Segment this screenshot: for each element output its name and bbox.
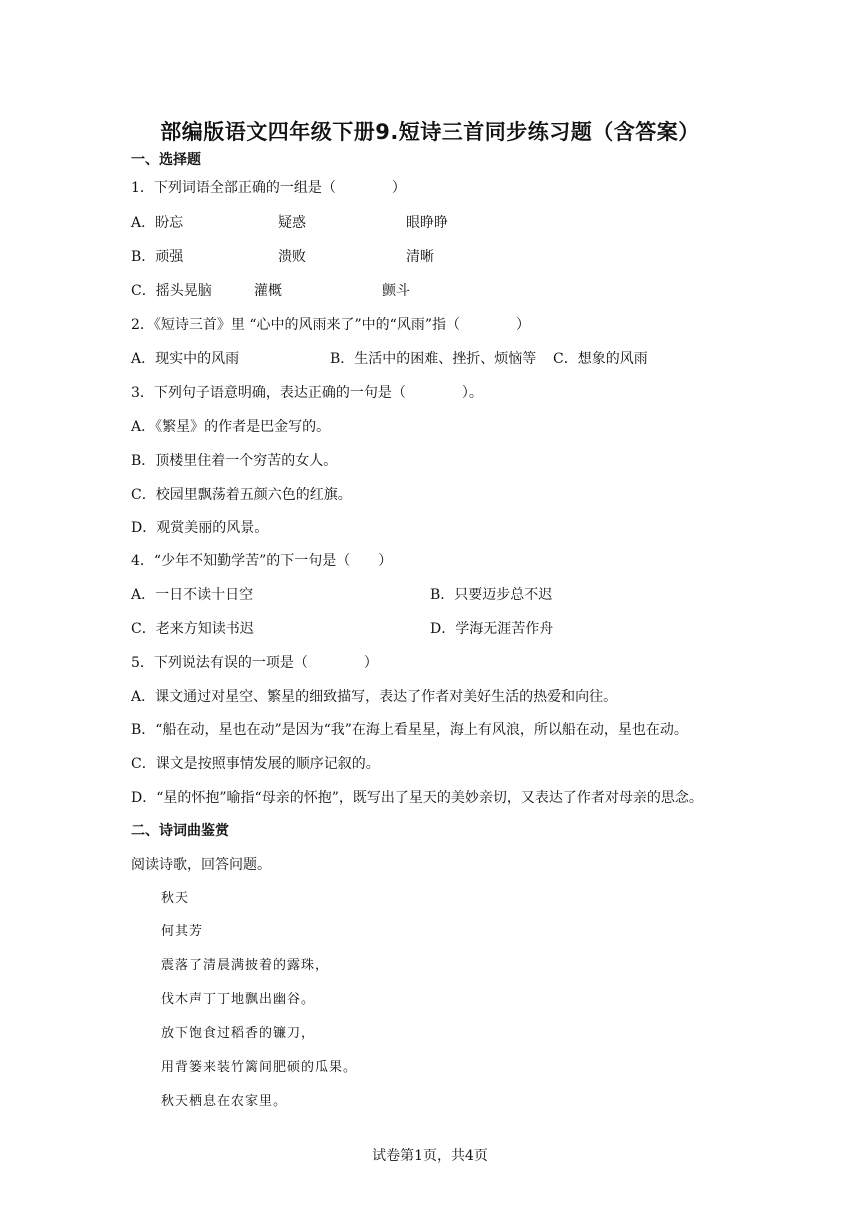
q1-option-b-word1: B．顽强 xyxy=(131,249,184,265)
q1-option-b-word2: 溃败 xyxy=(278,249,306,265)
poem-line: 秋天栖息在农家里。 xyxy=(161,1094,288,1109)
q2-option-b: B．生活中的困难、挫折、烦恼等 xyxy=(330,351,537,367)
poem-author: 何其芳 xyxy=(161,924,204,939)
section-heading-choice: 一、选择题 xyxy=(131,152,201,168)
q1-option-a-word1: A．盼忘 xyxy=(131,215,184,231)
poem-line: 伐木声丁丁地飘出幽谷。 xyxy=(161,992,316,1007)
q4-option-a: A．一日不读十日空 xyxy=(131,587,254,603)
q2-option-c: C．想象的风雨 xyxy=(553,351,648,367)
q1-option-c-word1: C．摇头晃脑 xyxy=(131,283,212,299)
poem-line: 放下饱食过稻香的镰刀， xyxy=(161,1026,316,1041)
q1-option-c-word3: 颤斗 xyxy=(382,283,410,299)
q3-option-d: D．观赏美丽的风景。 xyxy=(131,520,269,536)
poem-title: 秋天 xyxy=(161,891,190,906)
question-1-stem: 1．下列词语全部正确的一组是（ ） xyxy=(131,180,406,196)
page-title: 部编版语文四年级下册9.短诗三首同步练习题（含答案） xyxy=(160,120,700,144)
q2-option-a: A．现实中的风雨 xyxy=(131,351,240,367)
question-5-stem: 5．下列说法有误的一项是（ ） xyxy=(131,655,378,671)
question-2-stem: 2．《短诗三首》里 “心中的风雨来了”中的“风雨”指（ ） xyxy=(131,317,530,333)
q5-option-d: D．“星的怀抱”喻指“母亲的怀抱”，既写出了星天的美妙亲切，又表达了作者对母亲的思念。 xyxy=(131,790,703,806)
q3-option-c: C．校园里飘荡着五颜六色的红旗。 xyxy=(131,487,352,503)
q1-option-c-word2: 灌概 xyxy=(254,283,282,299)
q4-option-d: D．学海无涯苦作舟 xyxy=(430,621,554,637)
page-footer: 试卷第1页，共4页 xyxy=(372,1148,488,1164)
q1-option-a-word2: 疑惑 xyxy=(278,215,306,231)
section-heading-poetry: 二、诗词曲鉴赏 xyxy=(131,823,229,839)
q1-option-a-word3: 眼睁睁 xyxy=(406,215,448,231)
q5-option-c: C．课文是按照事情发展的顺序记叙的。 xyxy=(131,756,380,772)
q3-option-a: A．《繁星》的作者是巴金写的。 xyxy=(131,419,331,435)
poem-line: 震落了清晨满披着的露珠， xyxy=(161,958,330,973)
reading-instruction: 阅读诗歌，回答问题。 xyxy=(131,857,271,873)
question-3-stem: 3．下列句子语意明确，表达正确的一句是（ ）。 xyxy=(131,385,483,401)
q4-option-c: C．老来方知读书迟 xyxy=(131,621,254,637)
question-4-stem: 4．“少年不知勤学苦”的下一句是（ ） xyxy=(131,553,393,569)
q5-option-b: B．“船在动，星也在动”是因为“我”在海上看星星，海上有风浪，所以船在动，星也在动。 xyxy=(131,722,688,738)
q4-option-b: B．只要迈步总不迟 xyxy=(430,587,553,603)
q1-option-b-word3: 清晰 xyxy=(406,249,434,265)
q5-option-a: A．课文通过对星空、繁星的细致描写，表达了作者对美好生活的热爱和向往。 xyxy=(131,689,618,705)
poem-line: 用背篓来装竹篱间肥硕的瓜果。 xyxy=(161,1060,358,1075)
q3-option-b: B．顶楼里住着一个穷苦的女人。 xyxy=(131,453,338,469)
